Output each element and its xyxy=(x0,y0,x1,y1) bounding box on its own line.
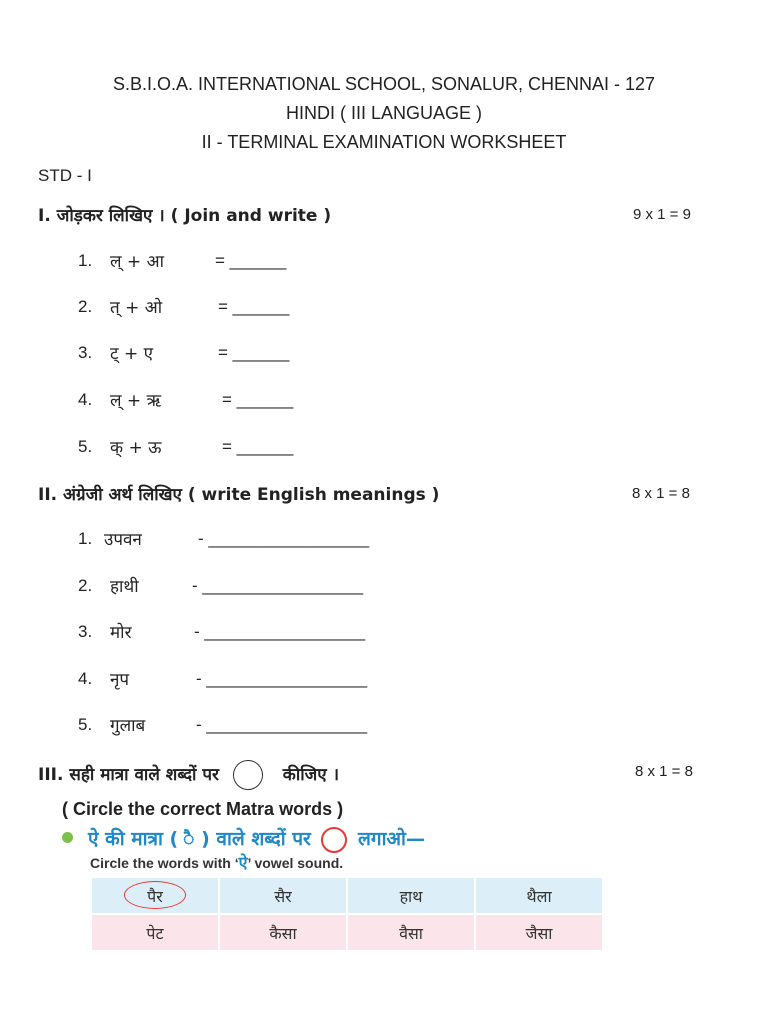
answer-circle xyxy=(124,881,186,909)
word-cell[interactable] xyxy=(220,915,346,950)
section3-subtitle: ( Circle the correct Matra words ) xyxy=(62,799,344,819)
list-item-text: ट् + ए xyxy=(110,344,154,364)
word-text: थैला xyxy=(526,886,552,906)
list-item-text: क् + ऊ xyxy=(110,438,162,458)
instruction-hindi-start: ऐ की मात्रा ( ै ) वाले शब्दों पर xyxy=(88,828,311,850)
answer-blank[interactable]: - _________________ xyxy=(198,529,370,548)
caption-start: Circle the words with ‘ xyxy=(90,855,239,871)
caption-end: ’ vowel sound. xyxy=(247,855,344,871)
list-item-number: 5. xyxy=(78,437,93,456)
answer-blank[interactable]: - _________________ xyxy=(196,669,368,688)
bullet-icon xyxy=(62,832,73,843)
table-row xyxy=(92,915,602,950)
section3-title-start: III. सही मात्रा वाले शब्दों पर xyxy=(38,765,219,785)
section1-marks: 9 x 1 = 9 xyxy=(633,206,691,223)
answer-blank[interactable]: = ______ xyxy=(215,251,287,270)
answer-blank[interactable]: = ______ xyxy=(218,297,290,316)
word-cell[interactable] xyxy=(92,915,218,950)
section3-title xyxy=(38,760,339,790)
std-label: STD - I xyxy=(38,166,92,185)
section2-title: II. अंग्रेजी अर्थ लिखिए ( write English meanings ) xyxy=(38,485,440,505)
list-item-number: 2. xyxy=(78,576,93,595)
word-cell[interactable] xyxy=(92,878,218,913)
word-text: पेट xyxy=(146,923,164,943)
instruction-english xyxy=(90,851,343,873)
list-item-text: गुलाब xyxy=(110,716,146,736)
word-text: हाथ xyxy=(399,886,423,906)
answer-blank[interactable]: = ______ xyxy=(218,343,290,362)
word-text: सैर xyxy=(274,886,292,906)
list-item-text: ल् + ऋ xyxy=(110,391,162,411)
school-name: S.B.I.O.A. INTERNATIONAL SCHOOL, SONALUR, CHENNAI - 127 xyxy=(112,74,656,94)
word-text: कैसा xyxy=(269,923,297,943)
section3-marks: 8 x 1 = 8 xyxy=(635,763,693,780)
list-item-number: 5. xyxy=(78,715,93,734)
word-cell[interactable] xyxy=(220,878,346,913)
list-item-text: हाथी xyxy=(110,577,139,597)
red-circle-icon xyxy=(321,827,347,853)
circle-icon xyxy=(233,760,263,790)
list-item-number: 1. xyxy=(78,251,93,270)
list-item-text: उपवन xyxy=(104,530,142,550)
list-item-number: 4. xyxy=(78,669,93,688)
word-cell[interactable] xyxy=(476,878,602,913)
word-text: जैसा xyxy=(525,923,553,943)
list-item-text: ल् + आ xyxy=(110,252,164,272)
answer-blank[interactable]: - _________________ xyxy=(196,715,368,734)
list-item-text: नृप xyxy=(110,670,130,690)
word-table xyxy=(90,876,604,952)
list-item-number: 3. xyxy=(78,622,93,641)
word-text: पैर xyxy=(147,886,163,906)
section2-marks: 8 x 1 = 8 xyxy=(632,485,690,502)
table-row xyxy=(92,878,602,913)
answer-blank[interactable]: - _________________ xyxy=(192,576,364,595)
instruction-hindi xyxy=(88,825,425,853)
list-item-number: 3. xyxy=(78,343,93,362)
list-item-number: 2. xyxy=(78,297,93,316)
list-item-text: त् + ओ xyxy=(110,298,163,318)
list-item-text: मोर xyxy=(110,623,132,643)
instruction-hindi-end: लगाओ— xyxy=(358,828,425,850)
list-item-number: 4. xyxy=(78,390,93,409)
word-cell[interactable] xyxy=(348,878,474,913)
word-cell[interactable] xyxy=(476,915,602,950)
subject-title: HINDI ( III LANGUAGE ) xyxy=(285,103,483,123)
answer-blank[interactable]: - _________________ xyxy=(194,622,366,641)
list-item-number: 1. xyxy=(78,529,93,548)
answer-blank[interactable]: = ______ xyxy=(222,390,294,409)
caption-vowel: ऐ xyxy=(238,853,248,872)
section1-title: I. जोड़कर लिखिए । ( Join and write ) xyxy=(38,206,332,226)
word-cell[interactable] xyxy=(348,915,474,950)
section3-title-end: कीजिए । xyxy=(282,765,340,785)
answer-blank[interactable]: = ______ xyxy=(222,437,294,456)
exam-title: II - TERMINAL EXAMINATION WORKSHEET xyxy=(201,132,567,152)
word-text: वैसा xyxy=(399,923,423,943)
